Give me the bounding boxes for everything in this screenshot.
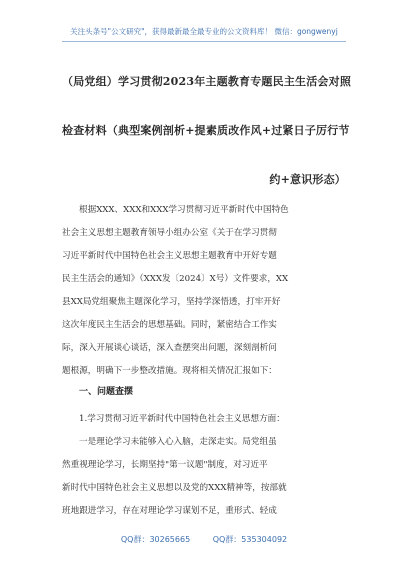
- section-heading: 一、问题查摆: [79, 387, 134, 397]
- paragraph-line: 际，深入开展谈心谈话，深入查摆突出问题，深刻剖析问: [62, 343, 277, 353]
- paragraph-intro: [62, 199, 346, 383]
- title-line-1: （局党组）学习贯彻2023年主题教育专题民主生活会对照: [62, 75, 352, 88]
- paragraph-line: 然重视理论学习，长期坚持"第一议题"制度，对习近平: [62, 460, 268, 470]
- title-line-3: 约+意识形态）: [269, 173, 346, 186]
- paragraph-line: 题根源，明确下一步整改措施。现将相关情况汇报如下：: [62, 366, 277, 376]
- paragraph-line: 新时代中国特色社会主义思想以及党的XXX精神等，按部就: [62, 483, 287, 493]
- paragraph-line: 根据XXX、XXX和XXX学习贯彻习近平新时代中国特色: [79, 205, 289, 215]
- paragraph-line: 这次年度民主生活会的思想基础。同时，紧密结合工作实: [62, 320, 277, 330]
- title-line-2: 检查材料（典型案例剖析+提素质改作风+过紧日子厉行节: [62, 124, 350, 137]
- footer-qq-1: QQ群：30265665: [120, 535, 191, 544]
- paragraph-line: 民主生活会的通知》（XXX发〔2024〕X号）文件要求，XX: [62, 274, 289, 284]
- paragraph-line: 社会主义思想主题教育领导小组办公室《关于在学习贯彻: [62, 228, 277, 238]
- header-divider: [62, 41, 346, 42]
- footer-contact: [0, 534, 408, 545]
- paragraph-problems: [62, 408, 346, 523]
- paragraph-line: 一是理论学习未能够入心入脑，走深走实。局党组虽: [79, 437, 277, 447]
- paragraph-line: 县XX局党组聚焦主题深化学习，坚持学深悟透，打牢开好: [62, 297, 281, 307]
- paragraph-line: 习近平新时代中国特色社会主义思想主题教育中开好专题: [62, 251, 277, 261]
- header-notice: 关注头条号"公文研究"，获得最新最全最专业的公文资料库！ 微信：gongwenyj: [70, 27, 338, 36]
- footer-qq-2: QQ群：535304092: [212, 535, 288, 544]
- paragraph-line: 班地跟进学习，存在对理论学习谋划不足，重形式、轻成: [62, 506, 277, 516]
- paragraph-line: 1.学习贯彻习近平新时代中国特色社会主义思想方面：: [79, 414, 285, 424]
